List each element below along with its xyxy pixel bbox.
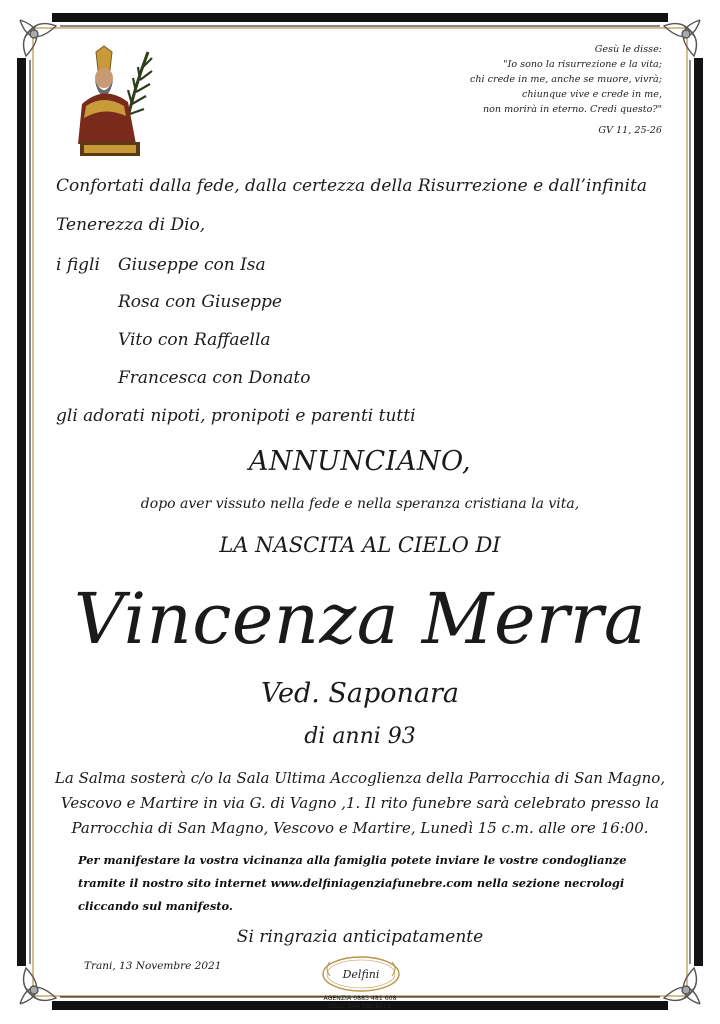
corner-ornament-icon <box>664 20 700 56</box>
funeral-info <box>40 766 680 841</box>
children-label: i figli <box>56 255 100 275</box>
condolences-note <box>78 849 658 918</box>
corner-ornament-icon <box>20 968 56 1004</box>
child-name: Giuseppe con Isa <box>118 255 266 275</box>
announce-heading: ANNUNCIANO, <box>248 446 472 477</box>
corner-ornament-icon <box>20 20 56 56</box>
deceased-age: di anni 93 <box>304 724 416 749</box>
birth-heaven-heading: LA NASCITA AL CIELO DI <box>219 533 501 557</box>
quote-reference: GV 11, 25-26 <box>598 125 662 136</box>
condolences-line: cliccando sul manifesto. <box>78 899 233 913</box>
agency-phone: AGENZIA 0883 481 608 <box>323 995 397 1002</box>
date-place: Trani, 13 Novembre 2021 <box>84 960 222 972</box>
funeral-line: La Salma sosterà c/o la Sala Ultima Accoglienza della Parrocchia di San Magno, <box>54 769 666 787</box>
agency-cell: CELL. 340 282 6772 <box>328 1003 392 1010</box>
quote-line: chi crede in me, anche se muore, vivrà; <box>469 74 662 85</box>
quote-line: non morirà in eterno. Credi questo?" <box>482 104 662 115</box>
corner-ornament-icon <box>664 968 700 1004</box>
deceased-name: Vincenza Merra <box>73 578 647 660</box>
intro-line-2: Tenerezza di Dio, <box>56 215 206 235</box>
widow-of: Ved. Saponara <box>260 678 460 709</box>
saint-statue-icon <box>66 44 158 162</box>
child-name: Rosa con Giuseppe <box>118 292 282 312</box>
thanks-line: Si ringrazia anticipatamente <box>236 927 484 947</box>
condolences-line: tramite il nostro sito internet www.delfiniagenziafunebre.com nella sezione necrologi <box>78 876 625 890</box>
gospel-quote <box>402 42 662 138</box>
relatives-line: gli adorati nipoti, pronipoti e parenti tutti <box>56 406 416 426</box>
after-life-line: dopo aver vissuto nella fede e nella speranza cristiana la vita, <box>140 496 580 512</box>
child-name: Vito con Raffaella <box>118 330 271 350</box>
quote-line: chiunque vive e crede in me, <box>521 89 662 100</box>
funeral-line: Parrocchia di San Magno, Vescovo e Martire, Lunedì 15 c.m. alle ore 16:00. <box>71 819 649 837</box>
funeral-line: Vescovo e Martire in via G. di Vagno ,1. Il rito funebre sarà celebrato presso la <box>60 794 660 812</box>
intro-line-1: Confortati dalla fede, dalla certezza della Risurrezione e dall’infinita <box>56 176 647 196</box>
condolences-line: Per manifestare la vostra vicinanza alla famiglia potete inviare le vostre condoglianze <box>78 853 627 867</box>
quote-line: "Io sono la risurrezione e la vita; <box>503 59 662 70</box>
quote-line: Gesù le disse: <box>594 44 662 55</box>
child-name: Francesca con Donato <box>118 368 311 388</box>
logo-text: Delfini <box>342 968 380 981</box>
